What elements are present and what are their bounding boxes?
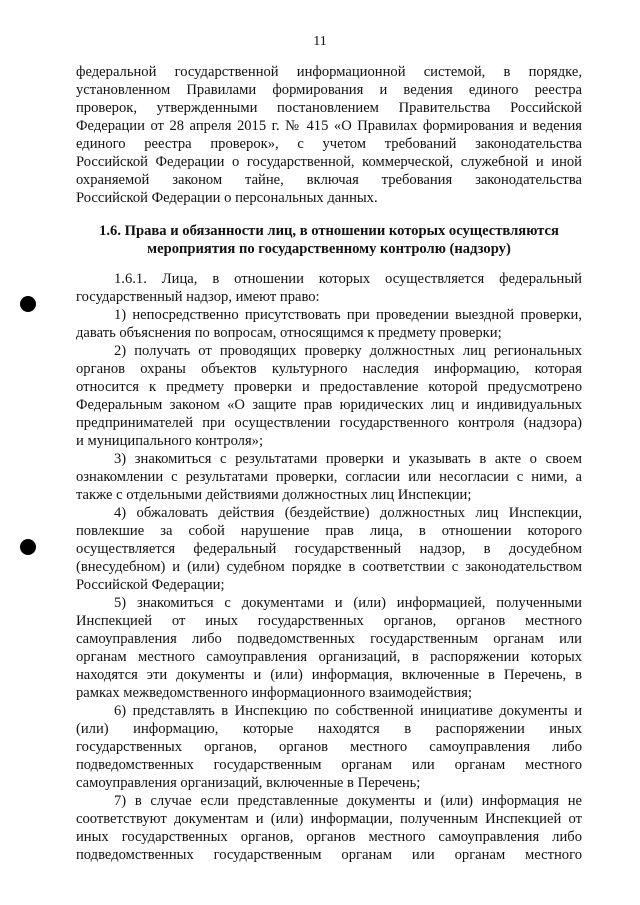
paragraph-line: 5) знакомиться с документами и (или) информацией, полученными [114,595,582,611]
paragraph-line: органам местного самоуправления организаций, в распоряжении которых [76,649,582,665]
paragraph-line: относится к предмету проверки и предоставление которой предусмотрено [76,379,582,395]
paragraph-line: Федеральным законом «О защите прав юридических лиц и индивидуальных [76,397,582,413]
continuation-line: установленном Правилами формирования и ведения единого реестра [76,82,582,98]
punch-hole-top [20,296,36,312]
continuation-line: Российской Федерации о государственной, коммерческой, служебной и иной [76,154,582,170]
punch-hole-bottom [20,539,36,555]
continuation-line: проверок, утвержденными постановлением Правительства Российской [76,100,582,116]
paragraph-line: (внесудебном) и (или) судебном порядке в соответствии с законодательством [76,559,582,575]
paragraph-line: государственных органов, органов местного самоуправления либо [76,739,582,755]
paragraph-line: самоуправления организаций, включенные в Перечень; [76,775,421,791]
paragraph-line: соответствуют документам и (или) информации, полученным Инспекцией от [76,811,582,827]
spacer [76,207,582,222]
paragraph-line: 4) обжаловать действия (бездействие) должностных лиц Инспекции, [114,505,582,521]
paragraph-line: 6) представлять в Инспекцию по собственной инициативе документы и [114,703,582,719]
paragraph-line: государственный надзор, имеют право: [76,289,320,305]
paragraph-line: также с отдельными действиями должностных лиц Инспекции; [76,487,472,503]
paragraph-line: иных государственных органов, органов местного самоуправления либо [76,829,582,845]
paragraph-line: (или) информацию, которые находятся в распоряжении иных [76,721,582,737]
paragraph-line: рамках межведомственного информационного взаимодействия; [76,685,473,701]
spacer [76,258,582,270]
continuation-line: охраняемой законом тайне, включая требования законодательства [76,172,582,188]
paragraph-line: осуществляется федеральный государственный надзор, в досудебном [76,541,582,557]
paragraph-line: 2) получать от проводящих проверку должностных лиц региональных [114,343,582,359]
paragraph-line: предпринимателей при осуществлении государственного контроля (надзора) [76,415,582,431]
paragraph-line: подведомственных государственным органам или органам местного [76,757,582,773]
paragraph-line: органов охраны объектов культурного наследия информацию, которая [76,361,582,377]
continuation-line: Российской Федерации о персональных данных. [76,190,378,206]
page-number: 11 [313,34,327,49]
continuation-line: Федерации от 28 апреля 2015 г. № 415 «О Правилах формирования и ведения [76,118,582,134]
paragraph-line: давать объяснения по вопросам, относящимся к предмету проверки; [76,325,502,341]
continuation-line: единого реестра проверок», с учетом требований законодательства [76,136,582,152]
paragraph-line: находятся эти документы и (или) информация, включенные в Перечень, в [76,667,582,683]
section-heading-line: мероприятия по государственному контролю (надзору) [147,241,511,257]
document-body [76,63,582,864]
paragraph-line: 3) знакомиться с результатами проверки и указывать в акте о своем [114,451,582,467]
paragraph-line: Инспекцией от иных государственных органов, органов местного [76,613,582,629]
paragraph-line: 1.6.1. Лица, в отношении которых осуществляется федеральный [114,271,582,287]
continuation-line: федеральной государственной информационной системой, в порядке, [76,64,582,80]
paragraph-line: самоуправления либо подведомственных государственным органам или [76,631,582,647]
paragraph-line: подведомственных государственным органам или органам местного [76,847,582,863]
paragraph-line: Российской Федерации; [76,577,225,593]
section-heading-line: 1.6. Права и обязанности лиц, в отношении которых осуществляются [99,223,559,239]
paragraph-line: 1) непосредственно присутствовать при проведении выездной проверки, [114,307,582,323]
paragraph-line: повлекшие за собой нарушение прав лица, в отношении которого [76,523,582,539]
paragraph-line: и муниципального контроля»; [76,433,264,449]
paragraph-line: ознакомлении с результатами проверки, согласии или несогласии с ними, а [76,469,582,485]
paragraph-line: 7) в случае если представленные документы и (или) информация не [114,793,582,809]
